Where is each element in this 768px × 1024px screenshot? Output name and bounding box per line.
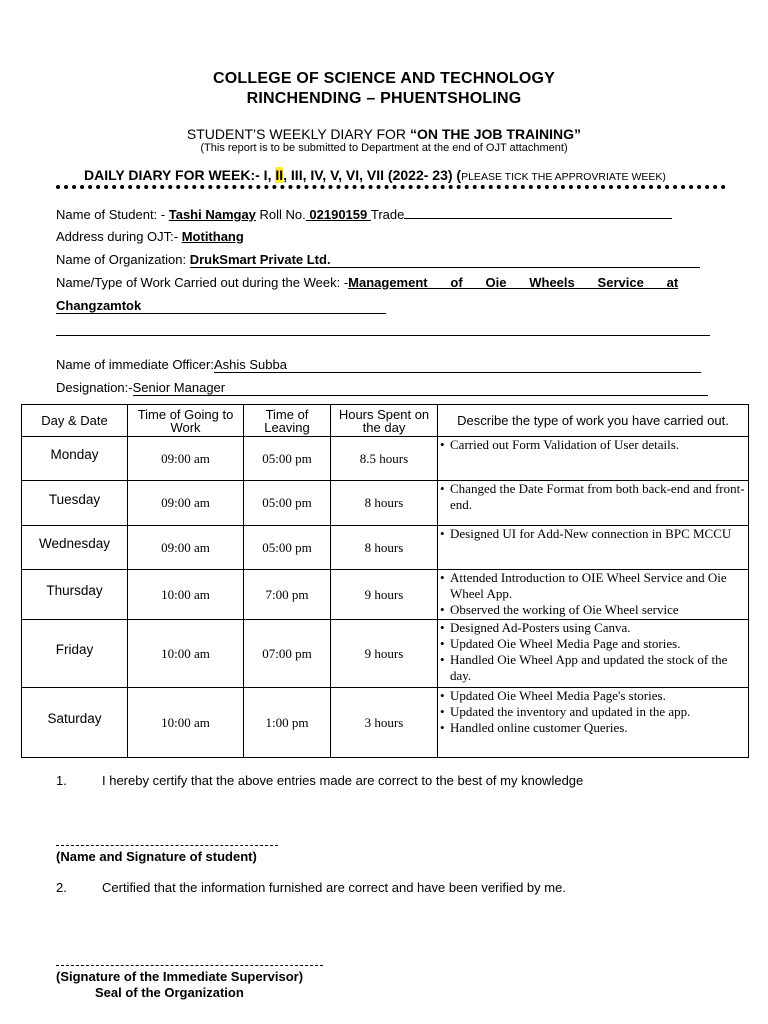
time-leaving-cell: 07:00 pm — [244, 620, 331, 688]
table-row — [22, 437, 749, 481]
trade-blank — [404, 206, 672, 219]
work-type-value: Management of Oie Wheels Service at — [348, 275, 679, 290]
time-going-cell: 09:00 am — [128, 526, 244, 570]
work-type-value-2: Changzamtok — [56, 298, 386, 314]
hours-cell: 9 hours — [331, 570, 438, 620]
supervisor-signature-label: (Signature of the Immediate Supervisor) — [56, 969, 304, 984]
work-cell — [438, 570, 749, 620]
college-location: RINCHENDING – PHUENTSHOLING — [246, 90, 522, 107]
designation-label: Designation:- — [56, 380, 133, 395]
day-cell: Wednesday — [22, 526, 128, 570]
work-item: • Designed Ad-Posters using Canva. — [450, 620, 748, 636]
dotted-separator — [56, 185, 726, 189]
certification-1-text: I hereby certify that the above entries made are correct to the best of my knowledge — [102, 773, 584, 788]
time-leaving-cell: 1:00 pm — [244, 688, 331, 758]
work-type-line — [56, 275, 710, 290]
submission-note: (This report is to be submitted to Department at the end of OJT attachment) — [200, 142, 568, 154]
work-cell — [438, 481, 749, 526]
week-prefix: DAILY DIARY FOR WEEK:- I, — [84, 167, 276, 183]
work-type-line-2 — [56, 298, 386, 314]
header-work-description: Describe the type of work you have carried out. — [438, 405, 749, 437]
officer-line — [56, 357, 701, 373]
certification-2-text: Certified that the information furnished are correct and have been verified by me. — [102, 880, 566, 895]
student-line — [56, 206, 672, 222]
week-tick-note: PLEASE TICK THE APPROVRIATE WEEK) — [461, 171, 666, 183]
address-value: Motithang — [181, 229, 244, 244]
hours-cell: 8 hours — [331, 526, 438, 570]
header-hours-spent: Hours Spent on the day — [331, 405, 438, 437]
table-row — [22, 526, 749, 570]
header-time-leaving: Time of Leaving — [244, 405, 331, 437]
trade-label: Trade — [370, 207, 405, 222]
organization-label: Name of Organization: — [56, 252, 190, 267]
work-item: • Designed UI for Add-New connection in BPC MCCU — [450, 526, 748, 542]
student-signature-label: (Name and Signature of student) — [56, 849, 257, 864]
work-item: • Changed the Date Format from both back-end and front-end. — [450, 481, 748, 513]
work-item: • Handled online customer Queries. — [450, 720, 748, 736]
student-label: Name of Student: - — [56, 207, 169, 222]
work-cell — [438, 526, 749, 570]
certification-1-number: 1. — [56, 773, 67, 788]
time-leaving-cell: 05:00 pm — [244, 437, 331, 481]
organization-line — [56, 252, 700, 268]
organization-value: DrukSmart Private Ltd. — [190, 252, 700, 268]
officer-label: Name of immediate Officer: — [56, 357, 214, 372]
day-cell: Tuesday — [22, 481, 128, 526]
hours-cell: 8 hours — [331, 481, 438, 526]
designation-value: Senior Manager — [133, 380, 708, 396]
certification-2-number: 2. — [56, 880, 67, 895]
work-cell — [438, 620, 749, 688]
hours-cell: 3 hours — [331, 688, 438, 758]
work-item: • Updated Oie Wheel Media Page and stories. — [450, 636, 748, 652]
roll-number: 02190159 — [305, 207, 371, 222]
student-name: Tashi Namgay — [168, 207, 256, 222]
diary-title-prefix: STUDENT’S WEEKLY DIARY FOR — [186, 126, 410, 142]
table-row — [22, 688, 749, 758]
student-signature-line — [56, 845, 278, 846]
table-row — [22, 570, 749, 620]
hours-cell: 9 hours — [331, 620, 438, 688]
time-leaving-cell: 05:00 pm — [244, 526, 331, 570]
supervisor-signature-line — [56, 965, 323, 966]
day-cell: Friday — [22, 620, 128, 688]
time-going-cell: 10:00 am — [128, 570, 244, 620]
blank-line — [56, 335, 710, 336]
week-selection-line — [84, 167, 666, 183]
time-going-cell: 09:00 am — [128, 437, 244, 481]
diary-title-bold: “ON THE JOB TRAINING” — [409, 126, 582, 142]
diary-title — [0, 126, 768, 142]
day-cell: Thursday — [22, 570, 128, 620]
table-row — [22, 620, 749, 688]
organization-seal-label: Seal of the Organization — [95, 985, 244, 1000]
work-item: • Observed the working of Oie Wheel service — [450, 602, 748, 618]
work-item: • Updated the inventory and updated in the app. — [450, 704, 748, 720]
time-going-cell: 10:00 am — [128, 620, 244, 688]
work-type-label: Name/Type of Work Carried out during the Week: - — [56, 275, 349, 290]
week-options: , III, IV, V, VI, VII (2022- 23) ( — [283, 167, 462, 183]
header-time-going: Time of Going to Work — [128, 405, 244, 437]
work-cell — [438, 688, 749, 758]
work-item: • Handled Oie Wheel App and updated the stock of the day. — [450, 652, 748, 684]
day-cell: Monday — [22, 437, 128, 481]
work-item: • Attended Introduction to OIE Wheel Service and Oie Wheel App. — [450, 570, 748, 602]
selected-week: II — [275, 167, 284, 183]
work-item: • Carried out Form Validation of User details. — [450, 437, 748, 453]
time-going-cell: 10:00 am — [128, 688, 244, 758]
table-header-row — [22, 405, 749, 437]
officer-value: Ashis Subba — [214, 357, 701, 373]
table-row — [22, 481, 749, 526]
header-day-date: Day & Date — [22, 405, 128, 437]
college-title: COLLEGE OF SCIENCE AND TECHNOLOGY — [212, 70, 556, 87]
designation-line — [56, 380, 708, 396]
daily-diary-table — [21, 404, 749, 758]
work-cell — [438, 437, 749, 481]
address-line — [56, 229, 244, 244]
time-going-cell: 09:00 am — [128, 481, 244, 526]
hours-cell: 8.5 hours — [331, 437, 438, 481]
roll-label: Roll No. — [255, 207, 306, 222]
time-leaving-cell: 05:00 pm — [244, 481, 331, 526]
work-item: • Updated Oie Wheel Media Page's stories. — [450, 688, 748, 704]
address-label: Address during OJT:- — [56, 229, 182, 244]
time-leaving-cell: 7:00 pm — [244, 570, 331, 620]
day-cell: Saturday — [22, 688, 128, 758]
